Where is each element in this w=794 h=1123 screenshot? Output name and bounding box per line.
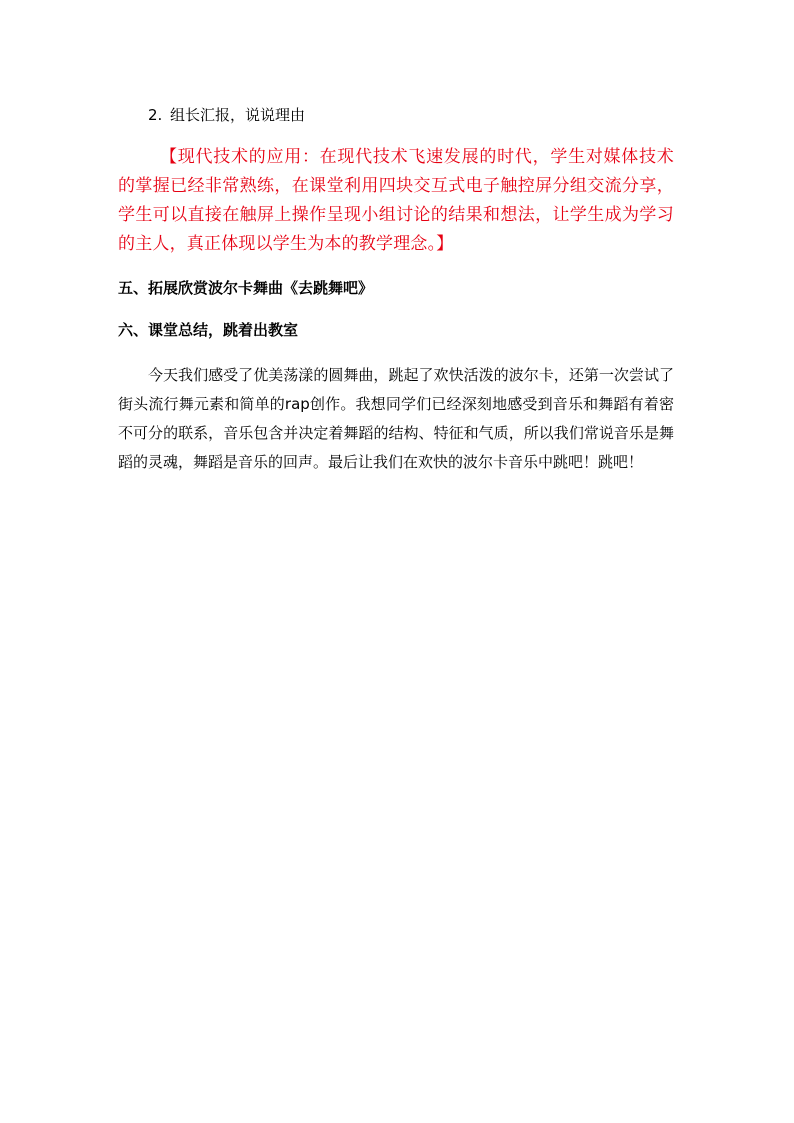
- list-item-text: 组长汇报，说说理由: [170, 106, 306, 124]
- class-summary-paragraph: 今天我们感受了优美荡漾的圆舞曲，跳起了欢快活泼的波尔卡，还第一次尝试了街头流行舞元素和简单的rap创作。我想同学们已经深刻地感受到音乐和舞蹈有着密不可分的联系，音乐包含并决定着舞蹈的结构、特征和气质，所以我们常说音乐是舞蹈的灵魂，舞蹈是音乐的回声。最后让我们在欢快的波尔卡音乐中跳吧！跳吧！: [118, 366, 674, 471]
- list-item-group-report: [148, 103, 305, 127]
- list-item-number: 2.: [148, 106, 163, 124]
- technology-application-note: 【现代技术的应用：在现代技术飞速发展的时代，学生对媒体技术的掌握已经非常熟练，在课堂利用四块交互式电子触控屏分组交流分享，学生可以直接在触屏上操作呈现小组讨论的结果和想法，让学生成为学习的主人，真正体现以学生为本的教学理念。】: [118, 147, 674, 254]
- section-5-heading: 五、拓展欣赏波尔卡舞曲《去跳舞吧》: [118, 279, 374, 297]
- section-6-heading: 六、课堂总结，跳着出教室: [118, 321, 299, 339]
